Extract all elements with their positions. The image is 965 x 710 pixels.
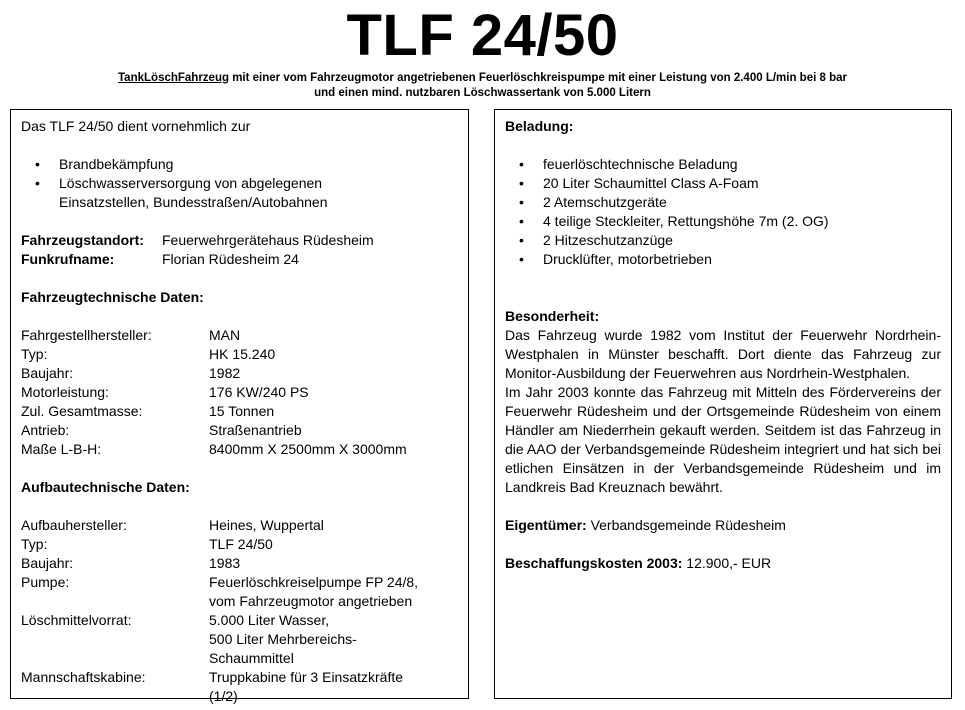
aufbau-value-line: Truppkabine für 3 Einsatzkräfte [209, 669, 404, 685]
beladung-item: • 20 Liter Schaumittel Class A-Foam [505, 174, 941, 193]
beladung-list [505, 155, 941, 269]
aufbau-key: Mannschaftskabine: [21, 669, 146, 685]
eigentuemer-row [505, 516, 941, 535]
aufbau-key: Typ: [21, 536, 48, 552]
funkrufname-row [21, 250, 458, 269]
tech-row [21, 383, 458, 402]
standort-value: Feuerwehrgerätehaus Rüdesheim [162, 232, 374, 248]
standort-label: Fahrzeugstandort: [21, 232, 144, 248]
aufbau-value [209, 573, 458, 611]
page-subtitle [0, 71, 965, 101]
aufbau-row [21, 535, 458, 554]
aufbau-row [21, 573, 458, 611]
tech-key: Typ: [21, 346, 48, 362]
aufbau-value-line: 500 Liter Mehrbereichs- [209, 631, 357, 647]
tech-key: Maße L-B-H: [21, 441, 102, 457]
kosten-label: Beschaffungskosten 2003: [505, 555, 683, 571]
tech-value: MAN [209, 327, 241, 343]
aufbau-heading: Aufbautechnische Daten: [21, 479, 190, 495]
vehicle-info-box [10, 109, 469, 704]
tech-value: 1982 [209, 365, 241, 381]
tech-row [21, 345, 458, 364]
tech-key: Zul. Gesamtmasse: [21, 403, 143, 419]
tech-value: Straßenantrieb [209, 422, 302, 438]
eigentuemer-value: Verbandsgemeinde Rüdesheim [586, 517, 786, 533]
funkrufname-value: Florian Rüdesheim 24 [162, 251, 299, 267]
aufbau-key: Löschmittelvorrat: [21, 612, 132, 628]
aufbau-value-line: Feuerlöschkreiselpumpe FP 24/8, [209, 574, 419, 590]
beladung-item: • feuerlöschtechnische Beladung [505, 155, 941, 174]
aufbau-row [21, 611, 458, 668]
purpose-item: • Löschwasserversorgung von abgelegenen Einsatzstellen, Bundesstraßen/Autobahnen [21, 174, 389, 212]
aufbau-value: TLF 24/50 [209, 536, 273, 552]
subtitle-acronym-loesch: Lösch [144, 72, 178, 84]
aufbau-value-line: vom Fahrzeugmotor angetrieben [209, 593, 413, 609]
aufbau-row [21, 554, 458, 573]
tech-key: Baujahr: [21, 365, 74, 381]
tech-row [21, 326, 458, 345]
tech-value: 15 Tonnen [209, 403, 275, 419]
beladung-item: • Drucklüfter, motorbetrieben [505, 250, 941, 269]
tech-heading: Fahrzeugtechnische Daten: [21, 289, 204, 305]
aufbau-value-line: 5.000 Liter Wasser, [209, 612, 330, 628]
beladung-item: • 4 teilige Steckleiter, Rettungshöhe 7m (2. OG) [505, 212, 941, 231]
purpose-item: • Brandbekämpfung [21, 155, 458, 174]
besonderheit-heading: Besonderheit: [505, 308, 600, 324]
page-title: TLF 24/50 [346, 3, 619, 68]
tech-row [21, 402, 458, 421]
besonderheit-paragraph-2: Im Jahr 2003 konnte das Fahrzeug mit Mitteln des Fördervereins der Feuerwehr Rüdesheim und der Ortsgemeinde Rüdesheim von einem Händler am Niederrhein gekauft werden. Seitdem ist das Fahrzeug in die AAO der Verbandsgemeinde Rüdesheim integriert und hat sich bei etlichen Einsätzen in der Verbandsgemeinde Rüdesheim und im Landkreis Bad Kreuznach bewährt. [505, 384, 941, 495]
besonderheit-paragraph-1: Das Fahrzeug wurde 1982 vom Institut der Feuerwehr Nordrhein-Westphalen in Münster beschafft. Dort diente das Fahrzeug zur Monitor-Ausbildung der Feuerwehren aus Nordrhein-Westphalen. [505, 327, 941, 381]
tech-key: Motorleistung: [21, 384, 109, 400]
aufbau-value: 1983 [209, 555, 241, 571]
tech-table [21, 326, 458, 459]
aufbau-value [209, 668, 458, 706]
beladung-item: • 2 Hitzeschutzanzüge [505, 231, 941, 250]
subtitle-line-1 [118, 72, 847, 84]
aufbau-table [21, 516, 458, 706]
aufbau-value: Heines, Wuppertal [209, 517, 324, 533]
subtitle-acronym-tank: Tank [118, 72, 145, 84]
tech-value: 176 KW/240 PS [209, 384, 309, 400]
aufbau-value-line: (1/2) [209, 688, 238, 704]
purpose-list [21, 155, 458, 212]
funkrufname-label: Funkrufname: [21, 251, 115, 267]
kosten-row [505, 554, 941, 573]
tech-row [21, 440, 458, 459]
aufbau-row [21, 516, 458, 535]
tech-key: Fahrgestellhersteller: [21, 327, 152, 343]
eigentuemer-label: Eigentümer: [505, 517, 587, 533]
tech-value: 8400mm X 2500mm X 3000mm [209, 441, 407, 457]
aufbau-value-line: Schaummittel [209, 650, 294, 666]
aufbau-row [21, 668, 458, 706]
aufbau-key: Baujahr: [21, 555, 74, 571]
aufbau-value [209, 611, 458, 668]
beladung-heading: Beladung: [505, 118, 574, 134]
subtitle-line-1-rest: mit einer vom Fahrzeugmotor angetriebenen Feuerlöschkreispumpe mit einer Leistung von 2.400 L/min bei 8 bar [229, 72, 847, 84]
equipment-info-box [494, 109, 952, 699]
subtitle-line-2: und einen mind. nutzbaren Löschwassertank von 5.000 Litern [314, 87, 651, 99]
aufbau-key: Pumpe: [21, 574, 70, 590]
aufbau-key: Aufbauhersteller: [21, 517, 127, 533]
tech-value: HK 15.240 [209, 346, 276, 362]
tech-row [21, 421, 458, 440]
kosten-value: 12.900,- EUR [682, 555, 772, 571]
tech-row [21, 364, 458, 383]
beladung-item: • 2 Atemschutzgeräte [505, 193, 941, 212]
subtitle-acronym-fahrzeug: Fahrzeug [177, 72, 230, 84]
tech-key: Antrieb: [21, 422, 70, 438]
intro-text: Das TLF 24/50 dient vornehmlich zur [21, 118, 251, 134]
standort-row [21, 231, 458, 250]
